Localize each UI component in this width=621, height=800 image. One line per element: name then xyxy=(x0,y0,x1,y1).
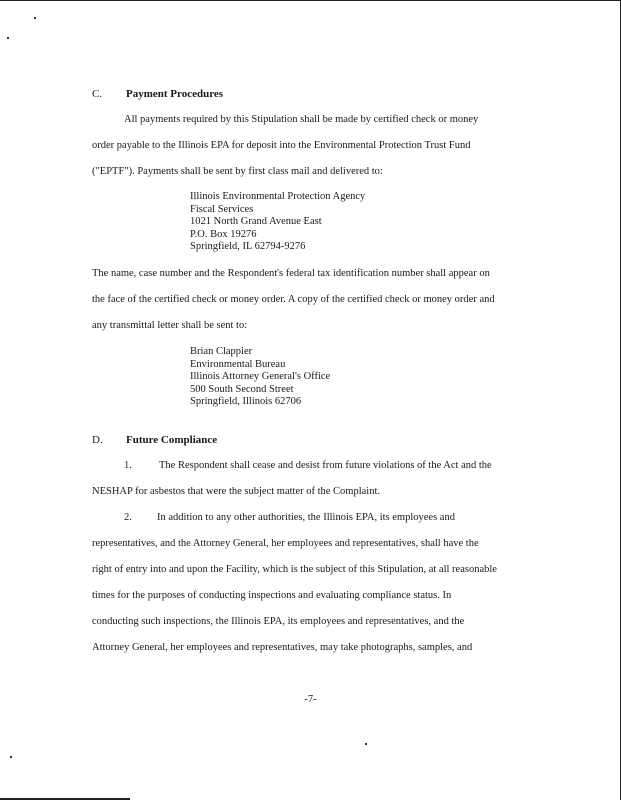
body-line: NESHAP for asbestos that were the subject matter of the Complaint. xyxy=(92,486,381,497)
scan-speck xyxy=(10,756,12,758)
body-line: The Respondent shall cease and desist from future violations of the Act and the xyxy=(159,460,492,471)
scan-speck xyxy=(7,37,9,39)
address-line: Brian Clappier xyxy=(190,346,253,357)
section-title: Payment Procedures xyxy=(126,88,224,100)
address-line: Springfield, Illinois 62706 xyxy=(190,396,302,407)
scan-speck xyxy=(365,743,367,745)
scan-speck xyxy=(34,17,36,19)
body-line: In addition to any other authorities, the Illinois EPA, its employees and xyxy=(157,512,455,523)
address-line: 500 South Second Street xyxy=(190,383,294,395)
address-block-attorney-general xyxy=(190,346,330,409)
body-line: order payable to the Illinois EPA for deposit into the Environmental Protection Trust Fund xyxy=(92,140,471,151)
section-title: Future Compliance xyxy=(126,434,218,446)
address-line: Illinois Attorney General's Office xyxy=(190,371,331,382)
address-line: P.O. Box 19276 xyxy=(190,228,257,240)
page-number: -7- xyxy=(304,694,317,705)
item-number: 2. xyxy=(124,512,132,523)
body-line: representatives, and the Attorney General, her employees and representatives, shall have the xyxy=(92,538,479,549)
body-line: ("EPTF"). Payments shall be sent by first class mail and delivered to: xyxy=(92,166,383,177)
address-line: Springfield, IL 62794-9276 xyxy=(190,241,306,252)
section-letter: C. xyxy=(92,88,103,100)
address-line: Fiscal Services xyxy=(190,203,254,215)
item-number: 1. xyxy=(124,460,132,471)
body-line: times for the purposes of conducting inspections and evaluating compliance status. In xyxy=(92,590,452,601)
address-line: Environmental Bureau xyxy=(190,358,286,370)
address-line: 1021 North Grand Avenue East xyxy=(190,216,322,227)
body-line: any transmittal letter shall be sent to: xyxy=(92,320,248,331)
body-line: the face of the certified check or money order. A copy of the certified check or money order and xyxy=(92,294,495,305)
body-line: right of entry into and upon the Facility, which is the subject of this Stipulation, at all reasonable xyxy=(92,564,497,575)
address-block-epa xyxy=(190,191,365,254)
body-line: The name, case number and the Respondent's federal tax identification number shall appear on xyxy=(92,268,490,279)
body-line: All payments required by this Stipulation shall be made by certified check or money xyxy=(124,114,479,125)
section-letter: D. xyxy=(92,434,103,446)
body-line: Attorney General, her employees and representatives, may take photographs, samples, and xyxy=(92,642,473,653)
body-line: conducting such inspections, the Illinois EPA, its employees and representatives, and the xyxy=(92,616,465,627)
address-line: Illinois Environmental Protection Agency xyxy=(190,191,366,202)
